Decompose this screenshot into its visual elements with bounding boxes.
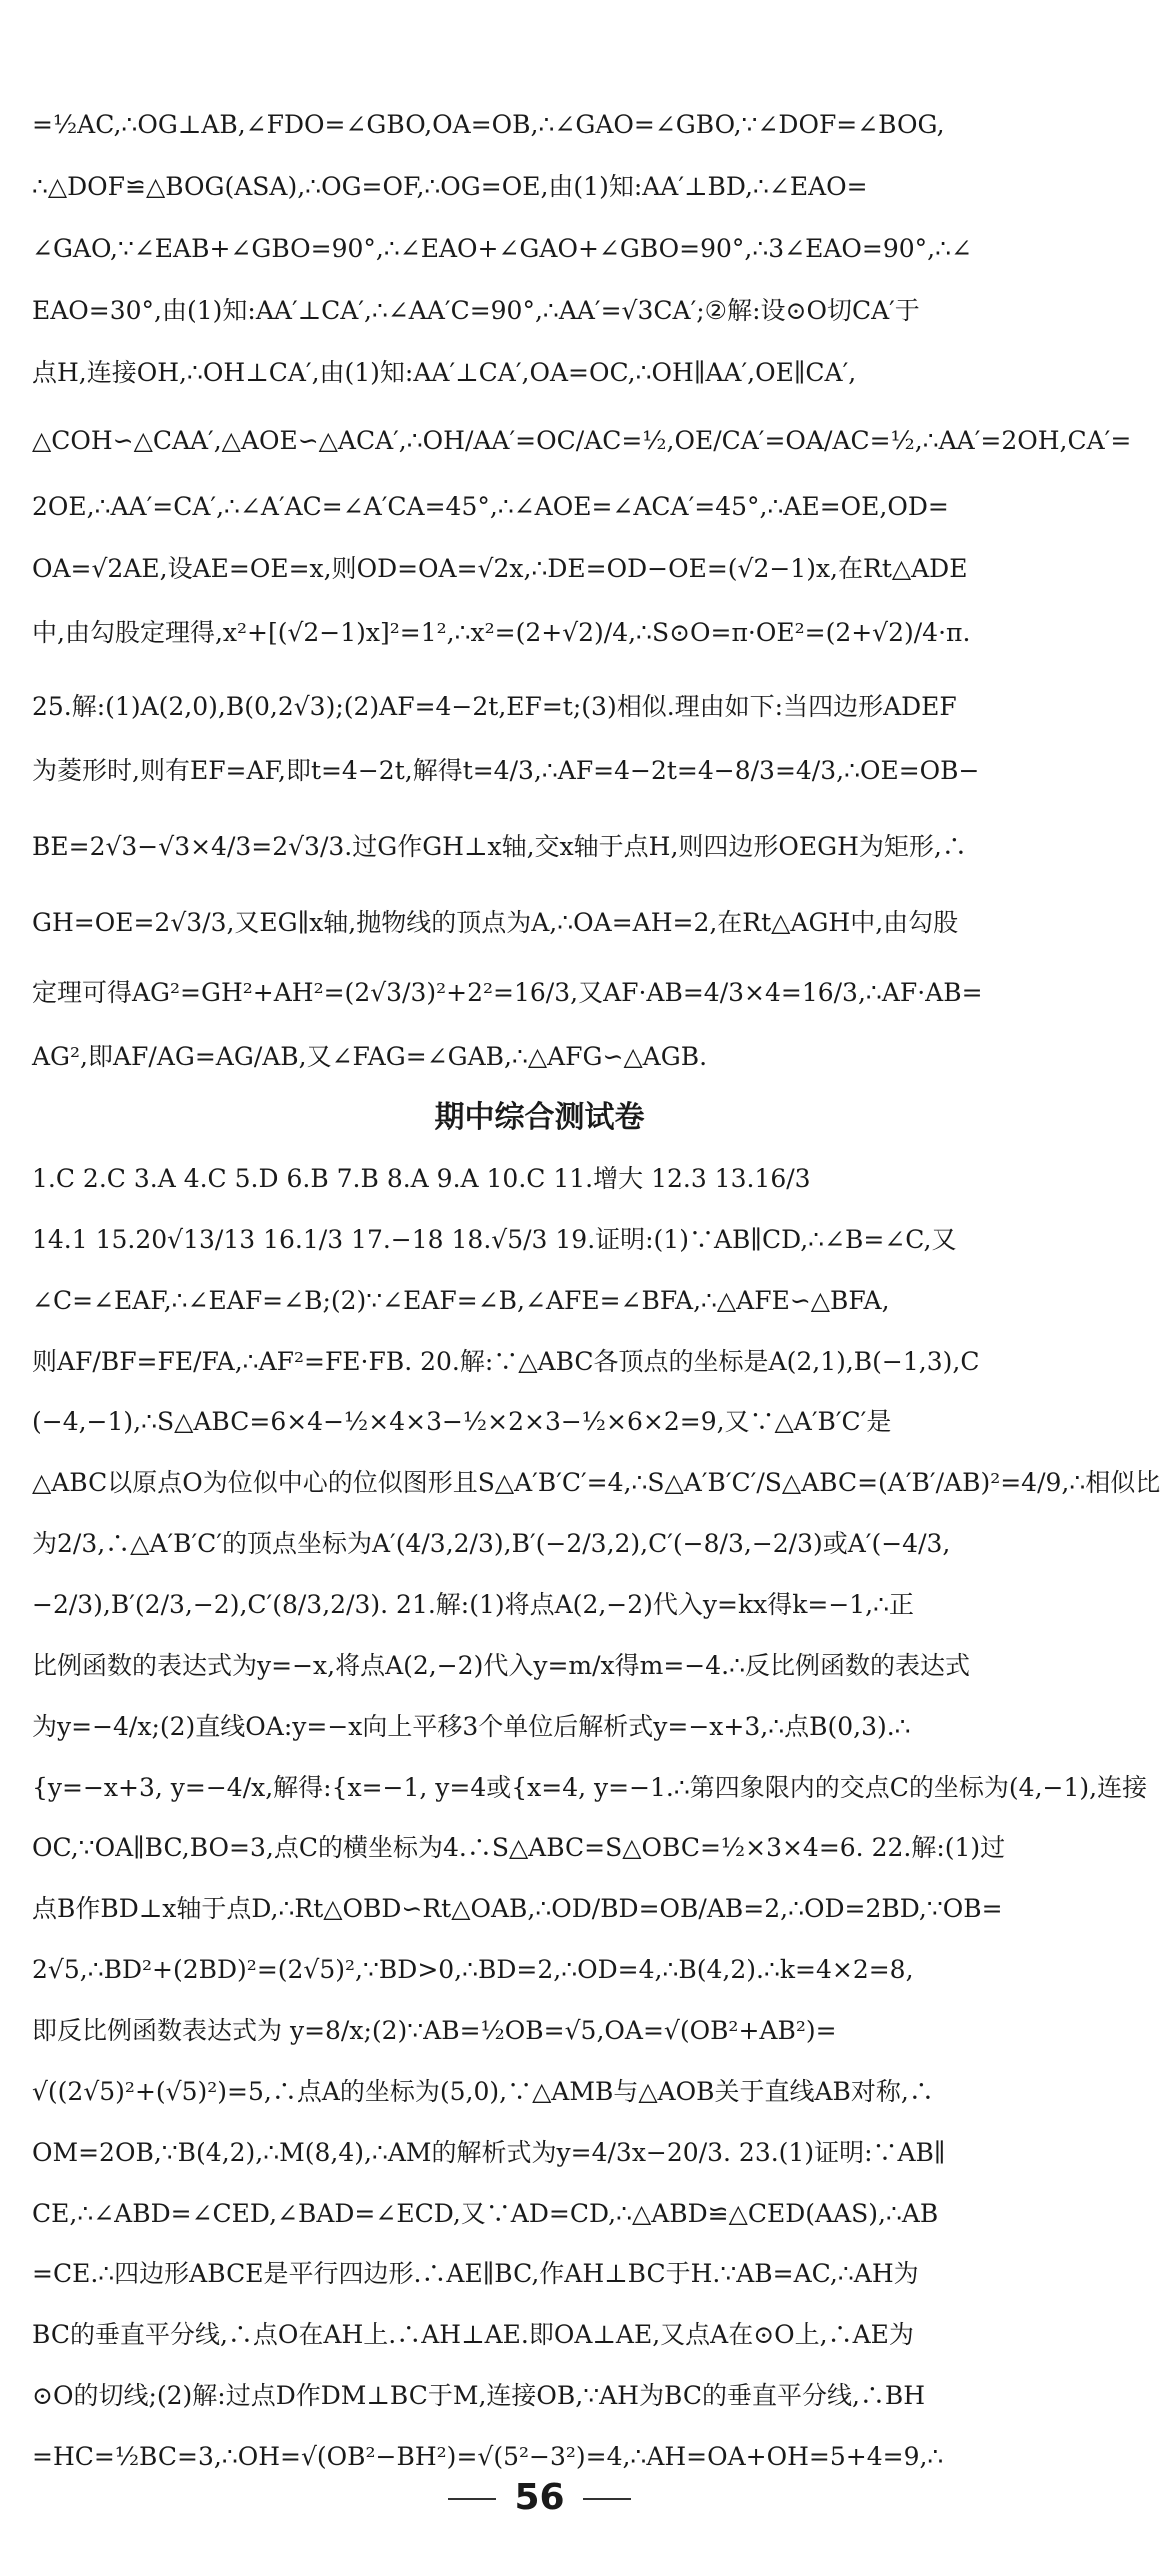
text-line: 1.C 2.C 3.A 4.C 5.D 6.B 7.B 8.A 9.A 10.C 11.增大 12.3 13.16/3 [32,1164,811,1193]
text-line: √((2√5)²+(√5)²)=5,∴点A的坐标为(5,0),∵△AMB与△AOB关于直线AB对称,∴ [32,2077,934,2106]
text-line: 25.解:(1)A(2,0),B(0,2√3);(2)AF=4−2t,EF=t;(3)相似.理由如下:当四边形ADEF [32,692,957,721]
text-line: ∠C=∠EAF,∴∠EAF=∠B;(2)∵∠EAF=∠B,∠AFE=∠BFA,∴△AFE∽△BFA, [32,1286,890,1315]
text-line: 为菱形时,则有EF=AF,即t=4−2t,解得t=4/3,∴AF=4−2t=4−8/3=4/3,∴OE=OB− [32,756,980,785]
text-line: BE=2√3−√3×4/3=2√3/3.过G作GH⊥x轴,交x轴于点H,则四边形OEGH为矩形,∴ [32,832,967,861]
text-line: OM=2OB,∵B(4,2),∴M(8,4),∴AM的解析式为y=4/3x−20/3. 23.(1)证明:∵AB∥ [32,2138,946,2167]
text-line: 定理可得AG²=GH²+AH²=(2√3/3)²+2²=16/3,又AF·AB=4/3×4=16/3,∴AF·AB= [32,978,983,1007]
text-line: 中,由勾股定理得,x²+[(√2−1)x]²=1²,∴x²=(2+√2)/4,∴S⊙O=π·OE²=(2+√2)/4·π. [32,618,971,647]
text-line: 点B作BD⊥x轴于点D,∴Rt△OBD∽Rt△OAB,∴OD/BD=OB/AB=2,∴OD=2BD,∵OB= [32,1894,1003,1923]
text-line: {y=−x+3, y=−4/x,解得:{x=−1, y=4或{x=4, y=−1.∴第四象限内的交点C的坐标为(4,−1),连接 [32,1773,1148,1802]
text-line: 2√5,∴BD²+(2BD)²=(2√5)²,∵BD>0,∴BD=2,∴OD=4,∴B(4,2).∴k=4×2=8, [32,1955,914,1984]
text-line: 即反比例函数表达式为 y=8/x;(2)∵AB=½OB=√5,OA=√(OB²+AB²)= [32,2016,837,2045]
text-line: 2OE,∴AA′=CA′,∴∠A′AC=∠A′CA=45°,∴∠AOE=∠ACA′=45°,∴AE=OE,OD= [32,492,949,521]
text-line: OA=√2AE,设AE=OE=x,则OD=OA=√2x,∴DE=OD−OE=(√2−1)x,在Rt△ADE [32,554,968,583]
text-line: CE,∴∠ABD=∠CED,∠BAD=∠ECD,又∵AD=CD,∴△ABD≌△CED(AAS),∴AB [32,2199,939,2228]
text-line: 比例函数的表达式为y=−x,将点A(2,−2)代入y=m/x得m=−4.∴反比例函数的表达式 [32,1651,970,1680]
text-line: GH=OE=2√3/3,又EG∥x轴,抛物线的顶点为A,∴OA=AH=2,在Rt△AGH中,由勾股 [32,908,959,937]
text-line: 为2/3,∴△A′B′C′的顶点坐标为A′(4/3,2/3),B′(−2/3,2),C′(−8/3,−2/3)或A′(−4/3, [32,1529,951,1558]
page-footer [0,2476,1079,2520]
text-line: 则AF/BF=FE/FA,∴AF²=FE·FB. 20.解:∵△ABC各顶点的坐标是A(2,1),B(−1,3),C [32,1347,980,1376]
text-line: △ABC以原点O为位似中心的位似图形且S△A′B′C′=4,∴S△A′B′C′/S△ABC=(A′B′/AB)²=4/9,∴相似比 [32,1468,1160,1497]
text-line: =½AC,∴OG⊥AB,∠FDO=∠GBO,OA=OB,∴∠GAO=∠GBO,∵∠DOF=∠BOG, [32,110,945,139]
text-line: △COH∽△CAA′,△AOE∽△ACA′,∴OH/AA′=OC/AC=½,OE/CA′=OA/AC=½,∴AA′=2OH,CA′= [32,426,1132,455]
page-number: 56 [514,2477,565,2518]
text-line: 14.1 15.20√13/13 16.1/3 17.−18 18.√5/3 19.证明:(1)∵AB∥CD,∴∠B=∠C,又 [32,1225,957,1254]
footer-rule-right [583,2498,631,2500]
text-line: =HC=½BC=3,∴OH=√(OB²−BH²)=√(5²−3²)=4,∴AH=OA+OH=5+4=9,∴ [32,2442,944,2471]
text-line: ⊙O的切线;(2)解:过点D作DM⊥BC于M,连接OB,∵AH为BC的垂直平分线,∴BH [32,2381,926,2410]
section-heading: 期中综合测试卷 [434,1100,645,1135]
text-line: ∠GAO,∵∠EAB+∠GBO=90°,∴∠EAO+∠GAO+∠GBO=90°,∴3∠EAO=90°,∴∠ [32,234,972,263]
text-line: 点H,连接OH,∴OH⊥CA′,由(1)知:AA′⊥CA′,OA=OC,∴OH∥AA′,OE∥CA′, [32,358,857,387]
text-line: −2/3),B′(2/3,−2),C′(8/3,2/3). 21.解:(1)将点A(2,−2)代入y=kx得k=−1,∴正 [32,1590,915,1619]
text-line: BC的垂直平分线,∴点O在AH上.∴AH⊥AE.即OA⊥AE,又点A在⊙O上,∴AE为 [32,2320,914,2349]
text-line: EAO=30°,由(1)知:AA′⊥CA′,∴∠AA′C=90°,∴AA′=√3CA′;②解:设⊙O切CA′于 [32,296,920,325]
text-line: OC,∵OA∥BC,BO=3,点C的横坐标为4.∴S△ABC=S△OBC=½×3×4=6. 22.解:(1)过 [32,1833,1006,1862]
text-line: (−4,−1),∴S△ABC=6×4−½×4×3−½×2×3−½×6×2=9,又∵△A′B′C′是 [32,1407,892,1436]
footer-rule-left [448,2498,496,2500]
text-line: 为y=−4/x;(2)直线OA:y=−x向上平移3个单位后解析式y=−x+3,∴点B(0,3).∴ [32,1712,911,1741]
text-line: ∴△DOF≌△BOG(ASA),∴OG=OF,∴OG=OE,由(1)知:AA′⊥BD,∴∠EAO= [32,172,868,201]
text-line: =CE.∴四边形ABCE是平行四边形.∴AE∥BC,作AH⊥BC于H.∵AB=AC,∴AH为 [32,2259,919,2288]
text-line: AG²,即AF/AG=AG/AB,又∠FAG=∠GAB,∴△AFG∽△AGB. [32,1042,708,1071]
